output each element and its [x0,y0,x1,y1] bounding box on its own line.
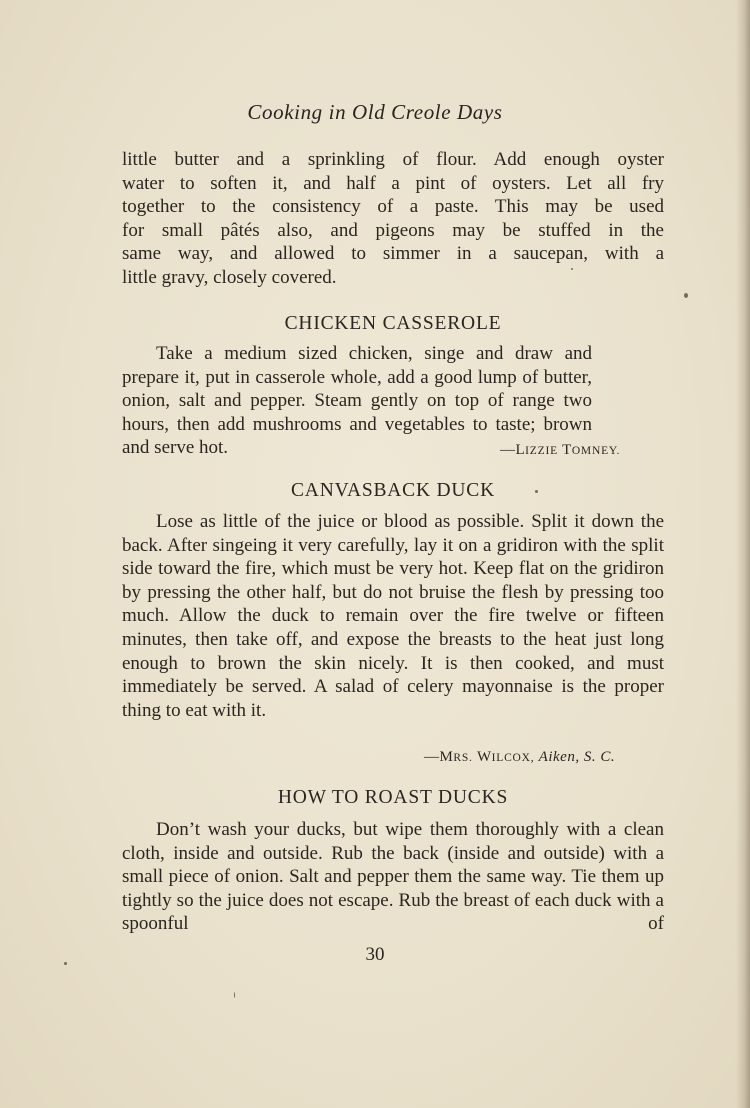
attribution-text: OMNEY. [571,445,621,457]
attribution-text: IZZIE [525,445,558,457]
page-number: 30 [365,944,385,965]
recipe-body-canvasback-duck [122,510,664,722]
attribution-text: W [476,749,492,765]
paper-speck [535,490,538,493]
attribution-dash: — [424,749,440,765]
intro-line: for small pâtés also, and pigeons may be stuffed in the [122,219,664,241]
recipe-heading-canvasback-duck: CANVASBACK DUCK [291,480,495,501]
attribution-text: T [562,442,572,458]
recipe-text: Lose as little of the juice or blood as possible. Split it down the back. After singeing it very carefully, lay it on a gridiron with the split side toward the fire, which must be very hot. Keep flat on the gridiron by pressing the other half, but do not bruise the flesh by pressing too much. Allow the duck to remain over the fire twelve or fifteen minutes, then take off, and expose the breasts to the heat just long enough to brown the skin nicely. It is then cooked, and must immediately be served. A salad of celery mayonnaise is the proper thing to eat with it. [122,511,664,721]
intro-paragraph [122,148,664,290]
recipe-text: Don’t wash your ducks, but wipe them thoroughly with a clean cloth, inside and outside. Rub the back (inside and outside) with a small piece of onion. Salt and pepper them the same way. Tie them up tightly so the juice does not escape. Rub the breast of each duck with a spoonful of [122,819,664,935]
attribution-place: Aiken, S. C. [538,749,616,765]
attribution-text: RS. [453,752,473,764]
attribution-dash: — [500,442,516,458]
paper-speck [571,268,573,270]
intro-line: water to soften it, and half a pint of oysters. Let all fry [122,172,664,194]
attribution-text: ILCOX, [491,752,535,764]
attribution-text: L [515,442,526,458]
paper-speck [684,293,688,298]
intro-line: little butter and a sprinkling of flour. Add enough oyster [122,149,664,170]
running-head: Cooking in Old Creole Days [247,100,503,124]
paper-speck [234,992,235,998]
recipe-text: Take a medium sized chicken, singe and draw and prepare it, put in casserole whole, add a good lump of butter, onion, salt and pepper. Steam gently on top of range two hours, then add mushrooms and vegetables to taste; brown and serve hot. [122,343,592,459]
recipe-heading-chicken-casserole: CHICKEN CASSEROLE [284,313,502,334]
attribution-text: M [439,749,454,765]
recipe-attribution-canvasback-duck [424,749,615,766]
recipe-heading-roast-ducks: HOW TO ROAST DUCKS [277,787,509,808]
recipe-attribution-chicken-casserole [500,442,620,459]
intro-line: together to the consistency of a paste. This may be used [122,196,664,218]
intro-line: same way, and allowed to simmer in a saucepan, with a [122,243,664,265]
paper-speck [64,962,67,965]
intro-line: little gravy, closely covered. [122,266,337,288]
page-edge-shadow [736,0,750,1108]
recipe-body-roast-ducks [122,818,664,936]
